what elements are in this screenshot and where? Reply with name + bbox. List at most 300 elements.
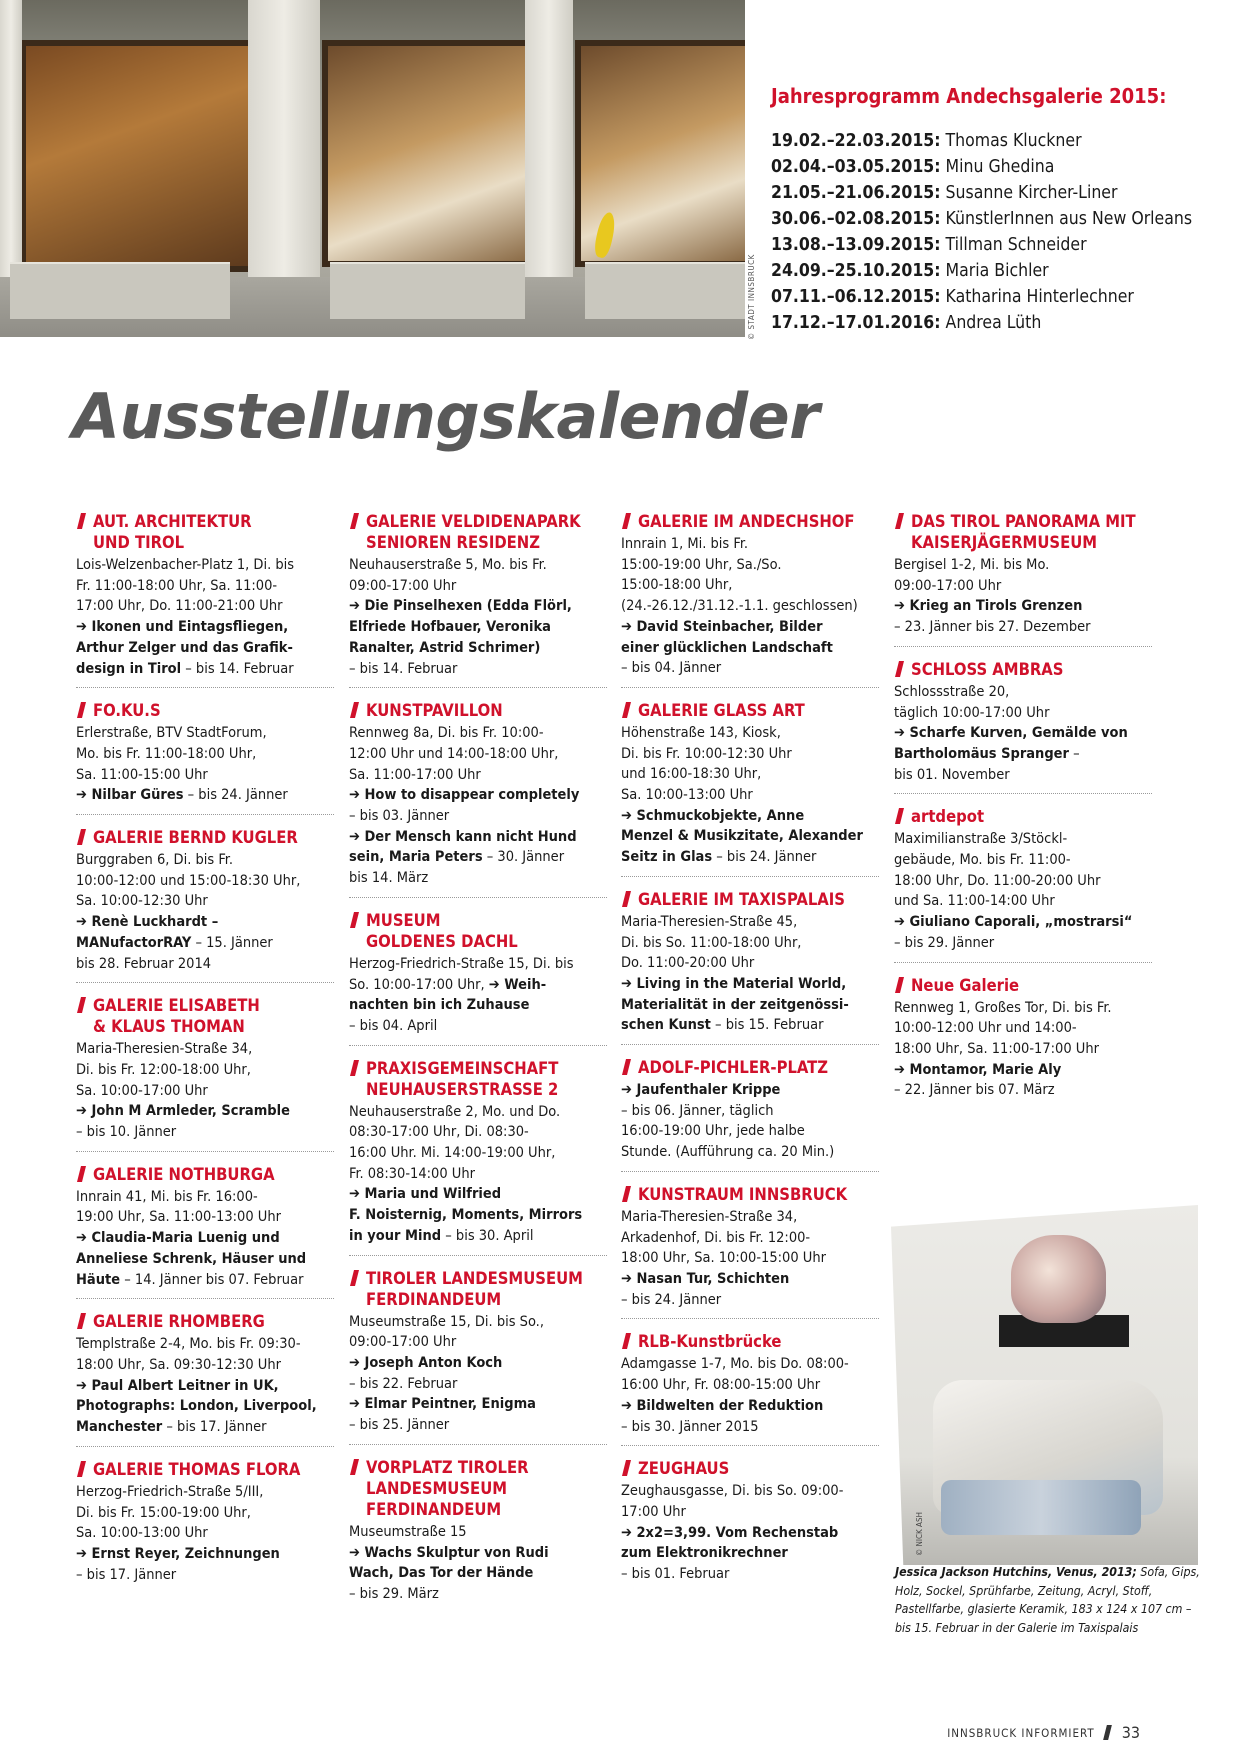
detail-text: – bis 29. März [349, 1585, 439, 1602]
detail-line [349, 1415, 607, 1436]
detail-line [349, 1312, 607, 1333]
detail-line [621, 933, 879, 954]
detail-line [621, 658, 879, 679]
detail-line [76, 1249, 334, 1270]
detail-line [894, 933, 1152, 954]
detail-line [76, 1376, 334, 1397]
venue-name: Neue Galerie [911, 975, 1020, 995]
detail-line [76, 1565, 334, 1586]
detail-line [76, 1396, 334, 1417]
detail-text: 15:00-18:00 Uhr, [621, 577, 733, 594]
detail-text: – bis 10. Jänner [76, 1124, 177, 1141]
detail-text: Di. bis So. 11:00-18:00 Uhr, [621, 934, 802, 951]
exhibition-title: design in Tirol [76, 660, 182, 677]
venue-name: ADOLF-PICHLER-PLATZ [638, 1058, 829, 1078]
venue-title [894, 806, 1152, 827]
venue-details [894, 829, 1152, 953]
detail-text: – bis 30. April [441, 1227, 534, 1244]
red-slash-marker [622, 513, 631, 529]
detail-line [894, 682, 1152, 703]
caption-details: Sofa, Gips, Holz, Sockel, Sprühfarbe, Zeitung, Acryl, Stoff, Pastellfarbe, glasierte Keramik, 183 x 124 x 107 cm – bis 15. Februar in der Galerie im Taxispalais [895, 1565, 1200, 1636]
venue-title [76, 1164, 334, 1185]
exhibition-title: nachten bin ich Zuhause [349, 997, 530, 1014]
detail-text: Maximilianstraße 3/Stöckl- [894, 831, 1068, 848]
detail-text: 18:00 Uhr, Do. 11:00-20:00 Uhr [894, 872, 1101, 889]
red-slash-marker [350, 513, 359, 529]
detail-line [76, 1544, 334, 1565]
red-slash-marker [77, 1461, 86, 1477]
venue-title [894, 975, 1152, 996]
detail-line [76, 723, 334, 744]
detail-line [76, 1228, 334, 1249]
venue-title [349, 700, 607, 721]
venue-title [349, 910, 607, 952]
calendar-entry [76, 1164, 334, 1300]
detail-line [349, 1394, 607, 1415]
page-footer [947, 1723, 1140, 1742]
detail-line [76, 871, 334, 892]
program-dates: 19.02.–22.03.2015: [771, 131, 941, 151]
detail-text: Sa. 10:00-13:00 Uhr [76, 1525, 208, 1542]
detail-line [621, 1015, 879, 1036]
exhibition-title: ➔ Der Mensch kann nicht Hund [349, 828, 577, 845]
detail-text: 16:00 Uhr, Fr. 08:00-15:00 Uhr [621, 1377, 821, 1394]
detail-line [621, 847, 879, 868]
venue-details [76, 555, 334, 679]
detail-text: Neuhauserstraße 2, Mo. und Do. [349, 1103, 561, 1120]
detail-text: Sa. 10:00-12:30 Uhr [76, 893, 208, 910]
exhibition-title: ➔ Nilbar Güres [76, 787, 184, 804]
detail-line [76, 1523, 334, 1544]
detail-text: 10:00-12:00 und 15:00-18:30 Uhr, [76, 872, 301, 889]
program-dates: 30.06.–02.08.2015: [771, 209, 941, 229]
detail-line [894, 1018, 1152, 1039]
calendar-entry [621, 1331, 879, 1446]
exhibition-title: in your Mind [349, 1227, 442, 1244]
exhibition-title: ➔ Bildwelten der Reduktion [621, 1397, 824, 1414]
calendar-entry [76, 1311, 334, 1447]
venue-name: GALERIE RHOMBERG [93, 1312, 265, 1332]
calendar-column-2 [349, 511, 607, 1625]
calendar-entry [894, 511, 1152, 647]
artwork-photo [891, 1205, 1198, 1565]
venue-details [76, 850, 334, 974]
detail-line [621, 744, 879, 765]
detail-text: – 23. Jänner bis 27. Dezember [894, 619, 1091, 636]
detail-line [76, 1482, 334, 1503]
detail-text: 09:00-17:00 Uhr [349, 1334, 457, 1351]
detail-line [894, 555, 1152, 576]
venue-title [349, 1268, 607, 1310]
detail-line [349, 827, 607, 848]
detail-text: – 14. Jänner bis 07. Februar [120, 1271, 304, 1288]
venue-title [349, 511, 607, 553]
red-slash-marker [77, 997, 86, 1013]
red-slash-marker [350, 1270, 359, 1286]
red-slash-marker [77, 1166, 86, 1182]
program-artist: Tillman Schneider [940, 235, 1087, 255]
detail-line [621, 575, 879, 596]
detail-line [76, 638, 334, 659]
red-slash-marker [622, 1460, 631, 1476]
detail-text: – bis 17. Jänner [76, 1566, 177, 1583]
detail-line [76, 1503, 334, 1524]
exhibition-title: ➔ John M Armleder, Scramble [76, 1103, 290, 1120]
exhibition-title: Materialität in der zeitgenössi- [621, 996, 849, 1013]
detail-text: – bis 15. Februar [710, 1017, 824, 1034]
detail-text: – bis 06. Jänner, täglich [621, 1102, 774, 1119]
calendar-entry [349, 1268, 607, 1445]
program-artist: Minu Ghedina [940, 157, 1055, 177]
exhibition-title: Häute [76, 1271, 121, 1288]
annual-program-title: Jahresprogramm Andechsgalerie 2015: [771, 84, 1167, 108]
detail-line [76, 1039, 334, 1060]
venue-title [894, 511, 1152, 553]
program-artist: Maria Bichler [940, 261, 1049, 281]
detail-text: – 22. Jänner bis 07. März [894, 1082, 1055, 1099]
detail-line [894, 596, 1152, 617]
detail-line [76, 785, 334, 806]
detail-text: Maria-Theresien-Straße 34, [76, 1041, 253, 1058]
venue-title [621, 1184, 879, 1205]
detail-text: und 16:00-18:30 Uhr, [621, 766, 762, 783]
detail-line [621, 1290, 879, 1311]
detail-text: – bis 03. Jänner [349, 808, 450, 825]
calendar-entry [349, 511, 607, 688]
program-row [771, 180, 1211, 206]
venue-title [76, 1311, 334, 1332]
exhibition-title: Ranalter, Astrid Schrimer) [349, 639, 541, 656]
venue-title [621, 1331, 879, 1352]
red-slash-marker [350, 702, 359, 718]
detail-line [76, 555, 334, 576]
exhibition-title: ➔ How to disappear completely [349, 787, 580, 804]
detail-text: 09:00-17:00 Uhr [349, 577, 457, 594]
exhibition-title: Menzel & Musikzitate, Alexander [621, 828, 863, 845]
detail-line [621, 953, 879, 974]
program-dates: 13.08.–13.09.2015: [771, 235, 941, 255]
venue-details [349, 723, 607, 889]
detail-text: 17:00 Uhr [621, 1503, 686, 1520]
detail-text: 18:00 Uhr, Sa. 10:00-15:00 Uhr [621, 1250, 826, 1267]
detail-line [621, 1481, 879, 1502]
detail-text: und Sa. 11:00-14:00 Uhr [894, 893, 1055, 910]
calendar-entry [349, 910, 607, 1046]
red-slash-marker [622, 1333, 631, 1349]
detail-line [894, 723, 1152, 744]
detail-text: Di. bis Fr. 15:00-19:00 Uhr, [76, 1504, 251, 1521]
detail-line [894, 850, 1152, 871]
detail-text: Rennweg 1, Großes Tor, Di. bis Fr. [894, 999, 1112, 1016]
detail-line [76, 617, 334, 638]
calendar-entry [621, 511, 879, 688]
program-row [771, 232, 1211, 258]
calendar-entry [894, 975, 1152, 1110]
exhibition-title: ➔ Giuliano Caporali, „mostrarsi“ [894, 914, 1133, 931]
detail-line [621, 974, 879, 995]
detail-text: Do. 11:00-20:00 Uhr [621, 955, 755, 972]
exhibition-title: Bartholomäus Spranger [894, 745, 1069, 762]
detail-text: Herzog-Friedrich-Straße 15, Di. bis [349, 955, 574, 972]
detail-text: Höhenstraße 143, Kiosk, [621, 724, 781, 741]
detail-text: – [1068, 745, 1080, 762]
detail-line [894, 744, 1152, 765]
detail-line [349, 555, 607, 576]
venue-title [621, 511, 879, 532]
detail-line [894, 703, 1152, 724]
venue-details [621, 534, 879, 679]
venue-title [621, 700, 879, 721]
detail-line [349, 765, 607, 786]
venue-details [894, 682, 1152, 786]
detail-text: – bis 29. Jänner [894, 934, 995, 951]
program-row [771, 154, 1211, 180]
detail-text: bis 28. Februar 2014 [76, 955, 212, 972]
detail-line [76, 1355, 334, 1376]
detail-line [76, 1187, 334, 1208]
exhibition-title: Elfriede Hofbauer, Veronika [349, 619, 551, 636]
detail-text: bis 14. März [349, 870, 429, 887]
annual-program-list [771, 128, 1211, 336]
detail-line [894, 871, 1152, 892]
program-dates: 24.09.–25.10.2015: [771, 261, 941, 281]
page-number: 33 [1121, 1723, 1140, 1742]
artwork-credit: © NICK ASH [915, 1512, 924, 1556]
detail-text: Di. bis Fr. 12:00-18:00 Uhr, [76, 1061, 251, 1078]
detail-line [894, 765, 1152, 786]
exhibition-title: ➔ 2x2=3,99. Vom Rechenstab [621, 1524, 839, 1541]
detail-line [621, 1121, 879, 1142]
venue-details [621, 912, 879, 1036]
red-slash-marker [622, 702, 631, 718]
detail-line [349, 576, 607, 597]
venue-title [76, 511, 334, 553]
detail-line [621, 1228, 879, 1249]
detail-text: 15:00-19:00 Uhr, Sa./So. [621, 556, 782, 573]
detail-line [76, 744, 334, 765]
detail-text: Rennweg 8a, Di. bis Fr. 10:00- [349, 725, 544, 742]
detail-line [76, 765, 334, 786]
venue-name: artdepot [911, 807, 985, 827]
detail-line [76, 596, 334, 617]
venue-name: RLB-Kunstbrücke [638, 1332, 782, 1352]
detail-line [349, 1164, 607, 1185]
detail-text: Innrain 1, Mi. bis Fr. [621, 536, 748, 552]
page-title: Ausstellungskalender [72, 380, 820, 453]
detail-line [349, 617, 607, 638]
program-artist: Susanne Kircher-Liner [940, 183, 1118, 203]
program-artist: Thomas Kluckner [940, 131, 1082, 151]
detail-text: Templstraße 2-4, Mo. bis Fr. 09:30- [76, 1336, 301, 1353]
detail-line [76, 659, 334, 680]
red-slash-marker [350, 912, 359, 928]
detail-line [349, 1584, 607, 1605]
detail-text: Innrain 41, Mi. bis Fr. 16:00- [76, 1188, 258, 1205]
detail-line [349, 1143, 607, 1164]
detail-text: Adamgasse 1-7, Mo. bis Do. 08:00- [621, 1356, 849, 1373]
exhibition-title: Photographs: London, Liverpool, [76, 1398, 317, 1415]
detail-line [621, 764, 879, 785]
detail-line [349, 1332, 607, 1353]
detail-text: – bis 24. Jänner [621, 1291, 722, 1308]
red-slash-marker [77, 702, 86, 718]
detail-text: Di. bis Fr. 10:00-12:30 Uhr [621, 745, 792, 762]
exhibition-title: Anneliese Schrenk, Häuser und [76, 1250, 307, 1267]
venue-name: GALERIE GLASS ART [638, 700, 805, 720]
detail-text: – bis 17. Jänner [162, 1419, 267, 1436]
detail-line [349, 975, 607, 996]
venue-title [894, 659, 1152, 680]
venue-name: GALERIE IM TAXISPALAIS [638, 889, 845, 909]
detail-line [894, 998, 1152, 1019]
detail-line [621, 912, 879, 933]
exhibition-title: einer glücklichen Landschaft [621, 639, 833, 656]
exhibition-title: Wach, Das Tor der Hände [349, 1565, 534, 1582]
detail-text: 12:00 Uhr und 14:00-18:00 Uhr, [349, 745, 559, 762]
exhibition-title: Seitz in Glas [621, 849, 713, 866]
detail-line [894, 617, 1152, 638]
detail-line [621, 1502, 879, 1523]
detail-line [621, 1543, 879, 1564]
venue-details [349, 1102, 607, 1247]
exhibition-title: ➔ Schmuckobjekte, Anne [621, 807, 805, 824]
venue-name: KUNSTRAUM INNSBRUCK [638, 1184, 848, 1204]
exhibition-title: ➔ Elmar Peintner, Enigma [349, 1396, 536, 1413]
detail-line [76, 933, 334, 954]
detail-line [349, 596, 607, 617]
exhibition-title: ➔ Renè Luckhardt – [76, 914, 219, 931]
detail-line [621, 1101, 879, 1122]
venue-details [76, 1039, 334, 1143]
detail-text: – bis 01. Februar [621, 1566, 730, 1583]
detail-line [621, 1564, 879, 1585]
detail-line [621, 617, 879, 638]
calendar-entry [76, 1459, 334, 1594]
detail-line [621, 1080, 879, 1101]
calendar-column-3 [621, 511, 879, 1605]
detail-text: – bis 25. Jänner [349, 1417, 450, 1434]
detail-line [621, 534, 879, 555]
detail-line [76, 1417, 334, 1438]
venue-details [894, 555, 1152, 638]
detail-text: So. 10:00-17:00 Uhr, [349, 976, 489, 993]
detail-text: Zeughausgasse, Di. bis So. 09:00- [621, 1483, 844, 1500]
caption-title: Jessica Jackson Hutchins, Venus, 2013; [895, 1565, 1137, 1579]
exhibition-title: ➔ David Steinbacher, Bilder [621, 618, 823, 635]
venue-details [621, 1080, 879, 1163]
detail-line [349, 1374, 607, 1395]
detail-line [349, 1353, 607, 1374]
venue-details [76, 723, 334, 806]
detail-text: Arkadenhof, Di. bis Fr. 12:00- [621, 1229, 811, 1246]
venue-name: DAS TIROL PANORAMA MIT KAISERJÄGERMUSEUM [911, 512, 1136, 552]
detail-text: 16:00 Uhr. Mi. 14:00-19:00 Uhr, [349, 1145, 556, 1162]
calendar-column-4 [894, 511, 1152, 1121]
venue-name: ZEUGHAUS [638, 1459, 730, 1479]
venue-details [621, 1354, 879, 1437]
red-slash-marker [622, 891, 631, 907]
venue-details [76, 1482, 334, 1586]
calendar-entry [621, 1184, 879, 1320]
detail-line [894, 829, 1152, 850]
detail-line [621, 1417, 879, 1438]
calendar-entry [349, 1457, 607, 1613]
detail-line [621, 1248, 879, 1269]
detail-line [621, 826, 879, 847]
detail-text: Fr. 08:30-14:00 Uhr [349, 1165, 475, 1182]
detail-line [76, 912, 334, 933]
calendar-entry [76, 700, 334, 815]
venue-details [894, 998, 1152, 1102]
detail-line [621, 1142, 879, 1163]
detail-line [76, 1334, 334, 1355]
program-row [771, 128, 1211, 154]
red-slash-marker [350, 1459, 359, 1475]
detail-line [76, 1122, 334, 1143]
detail-line [894, 1060, 1152, 1081]
detail-line [349, 1543, 607, 1564]
program-row [771, 206, 1211, 232]
red-slash-marker [895, 513, 904, 529]
venue-details [349, 1522, 607, 1605]
exhibition-title: ➔ Maria und Wilfried [349, 1186, 502, 1203]
detail-text: Maria-Theresien-Straße 45, [621, 913, 798, 930]
venue-name: AUT. ARCHITEKTUR UND TIROL [93, 512, 252, 552]
detail-text: – bis 24. Jänner [183, 787, 288, 804]
program-row [771, 310, 1211, 336]
calendar-column-1 [76, 511, 334, 1605]
detail-line [894, 1080, 1152, 1101]
detail-line [621, 1523, 879, 1544]
detail-text: Maria-Theresien-Straße 34, [621, 1208, 798, 1225]
program-row [771, 284, 1211, 310]
exhibition-title: ➔ Montamor, Marie Aly [894, 1061, 1062, 1078]
venue-title [621, 889, 879, 910]
venue-name: VORPLATZ TIROLER LANDESMUSEUM FERDINANDEUM [366, 1457, 529, 1519]
venue-name: KUNSTPAVILLON [366, 701, 503, 721]
detail-text: Bergisel 1-2, Mi. bis Mo. [894, 557, 1050, 573]
detail-text: Sa. 10:00-13:00 Uhr [621, 787, 753, 804]
program-artist: Katharina Hinterlechner [940, 287, 1134, 307]
detail-text: täglich 10:00-17:00 Uhr [894, 704, 1050, 721]
exhibition-title: ➔ Scharfe Kurven, Gemälde von [894, 725, 1128, 742]
publication-name: INNSBRUCK INFORMIERT [947, 1725, 1095, 1740]
detail-line [349, 1016, 607, 1037]
detail-text: 16:00-19:00 Uhr, jede halbe [621, 1123, 805, 1140]
detail-text: – bis 30. Jänner 2015 [621, 1418, 759, 1435]
detail-line [621, 638, 879, 659]
detail-line [349, 659, 607, 680]
detail-text: bis 01. November [894, 766, 1010, 783]
detail-line [76, 954, 334, 975]
program-dates: 02.04.–03.05.2015: [771, 157, 941, 177]
red-slash-marker [77, 1313, 86, 1329]
venue-details [349, 1312, 607, 1436]
venue-title [76, 1459, 334, 1480]
venue-title [76, 995, 334, 1037]
gallery-storefront-photo [0, 0, 745, 337]
detail-line [349, 638, 607, 659]
detail-text: 18:00 Uhr, Sa. 11:00-17:00 Uhr [894, 1040, 1099, 1057]
venue-title [349, 1457, 607, 1520]
detail-text: Fr. 11:00-18:00 Uhr, Sa. 11:00- [76, 577, 278, 594]
detail-line [621, 1375, 879, 1396]
venue-name: MUSEUM GOLDENES DACHL [366, 910, 518, 951]
exhibition-title: ➔ Krieg an Tirols Grenzen [894, 598, 1083, 615]
exhibition-title: schen Kunst [621, 1017, 711, 1034]
exhibition-title: zum Elektronikrechner [621, 1545, 788, 1562]
detail-line [894, 1039, 1152, 1060]
